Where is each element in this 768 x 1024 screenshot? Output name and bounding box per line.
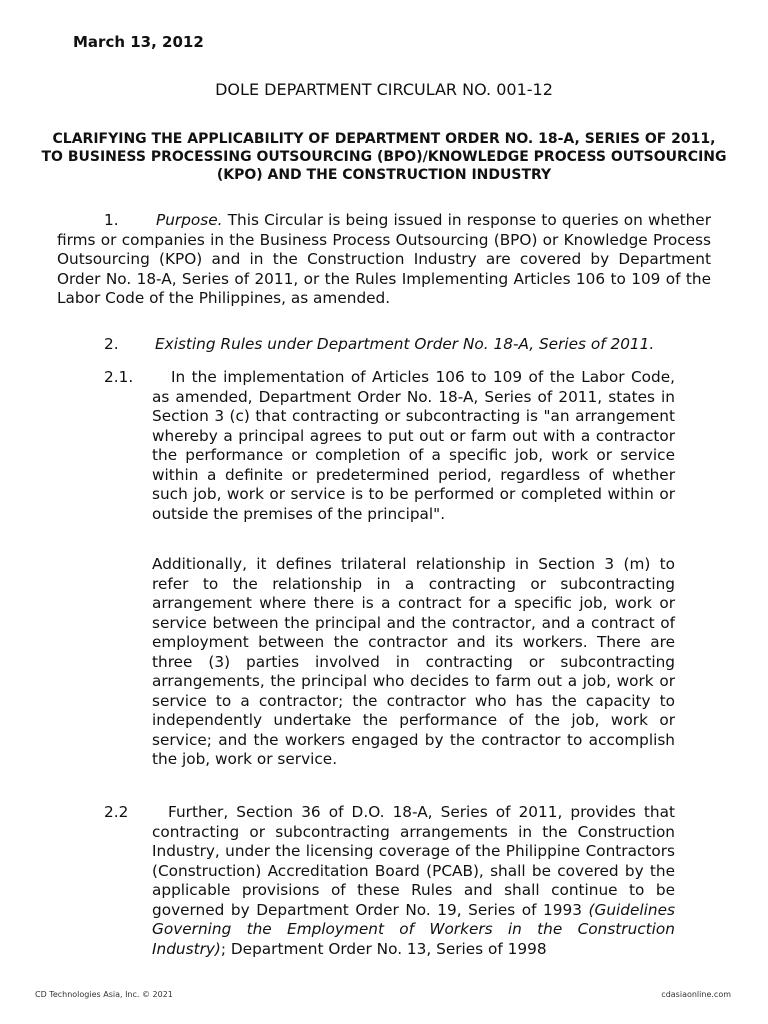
section-2-heading-row (104, 335, 724, 355)
section-1-heading: Purpose. (156, 211, 223, 229)
section-2-1 (104, 368, 675, 524)
section-2-1-continued: Additionally, it defines trilateral relationship in Section 3 (m) to refer to the relationship in a contracting or subcontracting arrangement where there is a contract for a specific job, work or service between the principal and the contractor, and a contract of employment between the contractor and its workers. There are three (3) parties involved in contracting or subcontracting arrangements, the principal who decides to farm out a job, work or service to a contractor; the contractor who has the capacity to independently undertake the performance of the job, work or service; and the workers engaged by the contractor to accomplish the job, work or service. (152, 555, 675, 768)
section-2-1-number: 2.1. (104, 368, 134, 386)
section-2-2-text-a: Further, Section 36 of D.O. 18-A, Series of 2011, provides that contracting or subcontracting arrangements in the Construction Industry, under the licensing coverage of the Philippine Contractors (Construction) Accreditation Board (PCAB), shall be covered by the applicable provisions of these Rules and shall continue to be governed by Department Order No. 19, Series of 1993 (152, 803, 675, 919)
circular-subject: CLARIFYING THE APPLICABILITY OF DEPARTMENT ORDER NO. 18-A, SERIES OF 2011, TO BUSINESS PROCESSING OUTSOURCING (BPO)/KNOWLEDGE PROCESS OUTSOURCING (KPO) AND THE CONSTRUCTION INDUSTRY (41, 131, 727, 183)
circular-title: DOLE DEPARTMENT CIRCULAR NO. 001-12 (215, 80, 553, 99)
section-1-text: This Circular is being issued in response to queries on whether firms or companies in the Business Process Outsourcing (BPO) or Knowledge Process Outsourcing (KPO) and in the Construction Industry are covered by Department Order No. 18-A, Series of 2011, or the Rules Implementing Articles 106 to 109 of the Labor Code of the Philippines, as amended. (57, 211, 711, 307)
section-2-heading: Existing Rules under Department Order No. 18-A, Series of 2011. (155, 335, 655, 353)
section-2-2-italic-title: (Guidelines Governing the Employment of Workers in the Construction Industry) (152, 900, 675, 958)
section-2-2 (104, 803, 675, 959)
section-1-purpose (57, 211, 711, 309)
section-2-number: 2. (104, 335, 119, 353)
document-date: March 13, 2012 (73, 33, 204, 51)
section-2-2-text-b: ; Department Order No. 13, Series of 1998 (220, 939, 547, 958)
footer-site: cdasiaonline.com (661, 990, 731, 999)
section-2-2-number: 2.2 (104, 803, 129, 821)
section-2-1-text: In the implementation of Articles 106 to 109 of the Labor Code, as amended, Department Order No. 18-A, Series of 2011, states in Section 3 (c) that contracting or subcontracting is "an arrangement whereby a principal agrees to put out or farm out with a contractor the performance or completion of a specific job, work or service within a definite or predetermined period, regardless of whether such job, work or service is to be performed or completed within or outside the premises of the principal". (152, 368, 675, 523)
section-1-number: 1. (104, 211, 119, 229)
footer-copyright: CD Technologies Asia, Inc. © 2021 (35, 990, 173, 999)
